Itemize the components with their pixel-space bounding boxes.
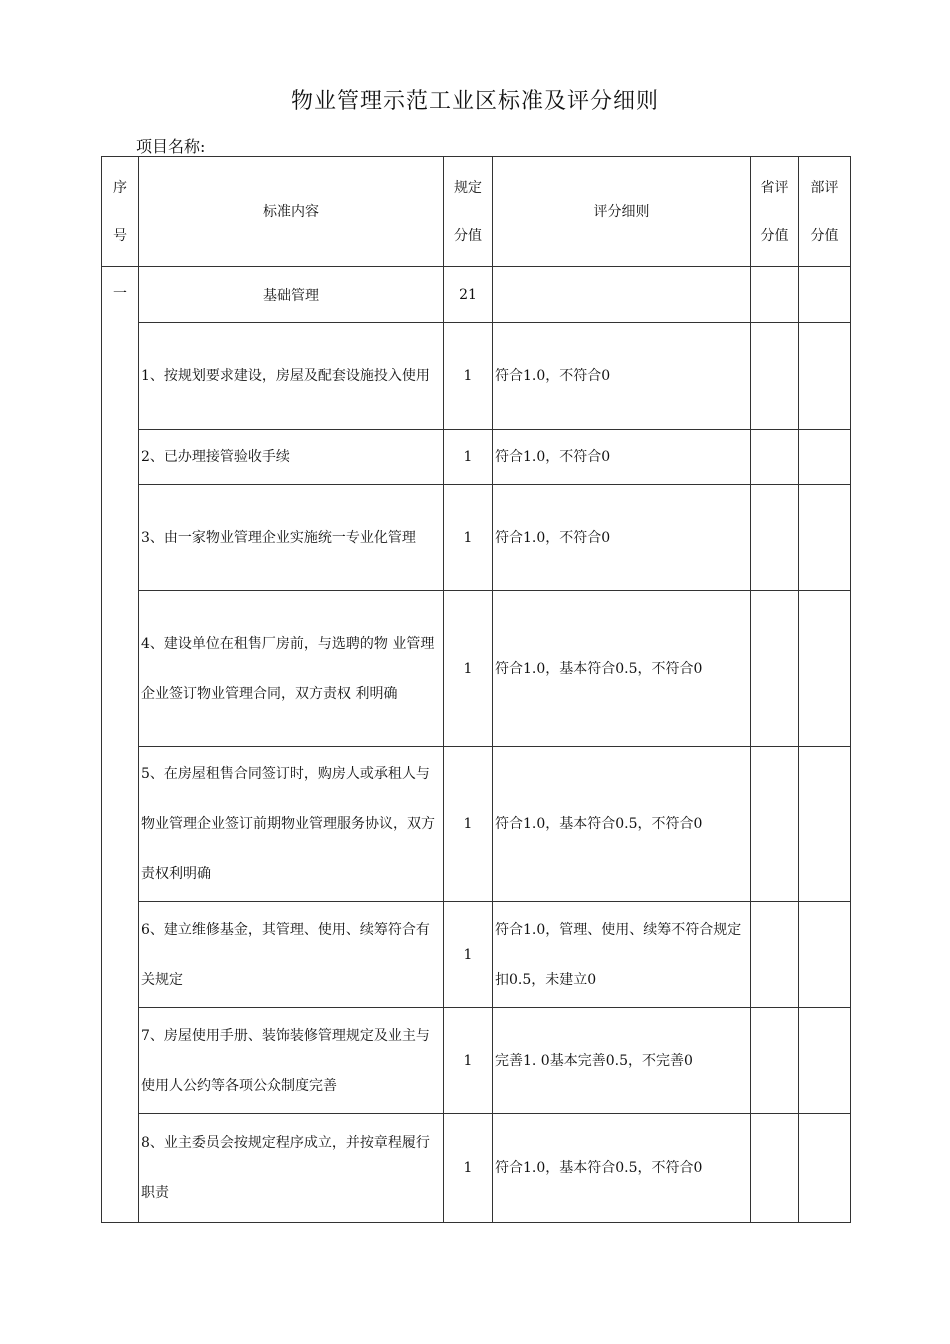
header-provincial-score: 省评 分值 bbox=[751, 157, 799, 267]
section-row bbox=[102, 267, 851, 323]
row-content: 3、由一家物业管理企业实施统一专业化管理 bbox=[139, 485, 444, 591]
header-seq: 序 号 bbox=[102, 157, 139, 267]
row-content: 4、建设单位在租售厂房前，与选聘的物 业管理企业签订物业管理合同，双方责权 利明确 bbox=[139, 591, 444, 747]
page-title: 物业管理示范工业区标准及评分细则 bbox=[290, 89, 659, 114]
scoring-table bbox=[101, 156, 851, 1223]
row-score: 1 bbox=[444, 1114, 493, 1223]
row-detail: 符合1.0，不符合0 bbox=[493, 430, 751, 485]
row-content: 6、建立维修基金，其管理、使用、续筹符合有关规定 bbox=[139, 902, 444, 1008]
row-score: 1 bbox=[444, 323, 493, 430]
row-score: 1 bbox=[444, 747, 493, 902]
row-content: 1、按规划要求建设，房屋及配套设施投入使用 bbox=[139, 323, 444, 430]
row-score: 1 bbox=[444, 1008, 493, 1114]
table-row bbox=[102, 1114, 851, 1223]
header-row bbox=[102, 157, 851, 267]
section-score: 21 bbox=[444, 267, 493, 323]
row-content: 8、业主委员会按规定程序成立，并按章程履行职责 bbox=[139, 1114, 444, 1223]
row-score: 1 bbox=[444, 591, 493, 747]
header-detail: 评分细则 bbox=[493, 157, 751, 267]
row-detail: 符合1.0，基本符合0.5，不符合0 bbox=[493, 747, 751, 902]
table-row bbox=[102, 1008, 851, 1114]
table-row bbox=[102, 902, 851, 1008]
table-row bbox=[102, 485, 851, 591]
row-detail: 符合1.0，基本符合0.5，不符合0 bbox=[493, 591, 751, 747]
project-name-label: 项目名称: bbox=[136, 137, 206, 156]
table-row bbox=[102, 430, 851, 485]
row-detail: 完善1. 0基本完善0.5，不完善0 bbox=[493, 1008, 751, 1114]
section-seq: 一 bbox=[102, 267, 139, 1223]
row-content: 2、已办理接管验收手续 bbox=[139, 430, 444, 485]
table-row bbox=[102, 747, 851, 902]
section-name: 基础管理 bbox=[139, 267, 444, 323]
header-score: 规定 分值 bbox=[444, 157, 493, 267]
row-detail: 符合1.0，不符合0 bbox=[493, 485, 751, 591]
row-content: 7、房屋使用手册、装饰装修管理规定及业主与使用人公约等各项公众制度完善 bbox=[139, 1008, 444, 1114]
table-row bbox=[102, 591, 851, 747]
header-ministry-score: 部评 分值 bbox=[799, 157, 851, 267]
row-score: 1 bbox=[444, 485, 493, 591]
row-score: 1 bbox=[444, 430, 493, 485]
row-content: 5、在房屋租售合同签订时，购房人或承租人与物业管理企业签订前期物业管理服务协议，双方责权利明确 bbox=[139, 747, 444, 902]
row-score: 1 bbox=[444, 902, 493, 1008]
header-content: 标准内容 bbox=[139, 157, 444, 267]
row-detail: 符合1.0，不符合0 bbox=[493, 323, 751, 430]
table-row bbox=[102, 323, 851, 430]
row-detail: 符合1.0，基本符合0.5，不符合0 bbox=[493, 1114, 751, 1223]
row-detail: 符合1.0，管理、使用、续筹不符合规定扣0.5，未建立0 bbox=[493, 902, 751, 1008]
